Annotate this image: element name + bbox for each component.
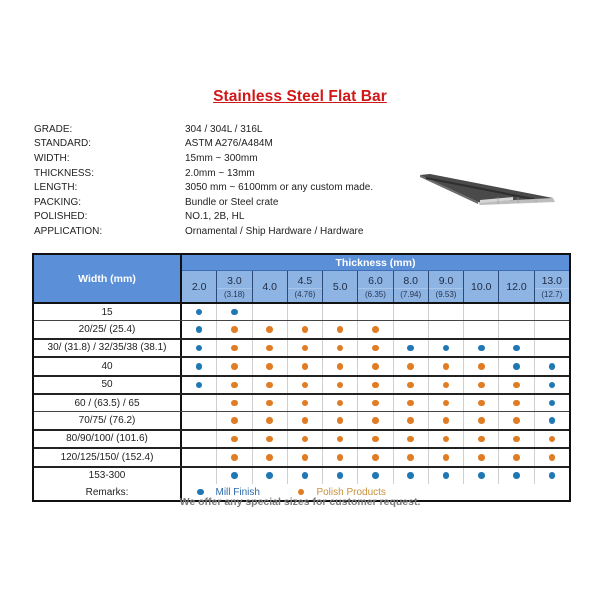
polish-dot-icon [478, 363, 485, 370]
table-cell [217, 321, 252, 337]
table-cell [358, 304, 393, 320]
polish-dot-icon [302, 454, 309, 461]
polish-dot-icon [372, 417, 379, 424]
table-cell [499, 358, 534, 374]
table-cell [499, 431, 534, 447]
thickness-header: Thickness (mm) [182, 255, 569, 271]
mill-finish-dot-icon [407, 472, 414, 479]
table-cell [182, 412, 217, 428]
spec-value: Bundle or Steel crate [185, 196, 279, 208]
table-cell [535, 431, 569, 447]
spec-value: 304 / 304L / 316L [185, 123, 263, 135]
polish-dot-icon [513, 436, 520, 443]
table-cell [499, 395, 534, 411]
table-cell [253, 395, 288, 411]
table-cell [535, 304, 569, 320]
thickness-columns [182, 271, 569, 302]
polish-dot-icon [231, 345, 238, 352]
mill-finish-dot-icon [549, 472, 556, 479]
thickness-inch-equivalent: (9.53) [435, 289, 457, 299]
thickness-inch-equivalent: (12.7) [541, 289, 563, 299]
table-row [34, 449, 569, 467]
polish-dot-icon [266, 382, 273, 389]
polish-dot-icon [443, 436, 450, 443]
polish-dot-icon [337, 326, 344, 333]
table-cell [253, 304, 288, 320]
width-value: 15 [34, 304, 182, 320]
polish-dot-icon [443, 417, 450, 424]
mill-finish-dot-icon [549, 382, 556, 389]
polish-dot-icon [407, 454, 414, 461]
polish-dot-icon [337, 436, 344, 443]
table-cell [182, 395, 217, 411]
polish-dot-icon [443, 363, 450, 370]
polish-dot-icon [302, 326, 309, 333]
table-cell [499, 449, 534, 465]
table-cell [217, 449, 252, 465]
thickness-inch-equivalent: (3.18) [223, 289, 245, 299]
spec-value: NO.1, 2B, HL [185, 211, 245, 223]
table-cell [464, 340, 499, 356]
spec-label: WIDTH: [34, 152, 70, 164]
spec-row [34, 122, 373, 137]
mill-finish-dot-icon [337, 472, 344, 479]
table-cell [217, 431, 252, 447]
polish-dot-icon [337, 345, 344, 352]
table-cell [323, 358, 358, 374]
table-cell [499, 304, 534, 320]
table-cell [323, 340, 358, 356]
table-cell [358, 449, 393, 465]
polish-dot-icon [478, 382, 485, 389]
thickness-value: 4.0 [262, 280, 277, 293]
mill-finish-dot-icon [196, 363, 203, 370]
table-cell [464, 321, 499, 337]
table-cell [499, 377, 534, 393]
table-cell [358, 340, 393, 356]
polish-dot-icon [513, 382, 520, 389]
spec-row [34, 224, 373, 239]
polish-dot-icon [266, 436, 273, 443]
table-cell [253, 468, 288, 484]
table-cell [464, 431, 499, 447]
table-row [34, 340, 569, 358]
table-cell [253, 321, 288, 337]
table-cell [323, 377, 358, 393]
table-cell [499, 468, 534, 484]
steel-flat-bar-image [418, 172, 558, 212]
table-cell [499, 412, 534, 428]
mill-finish-dot-icon [549, 417, 556, 424]
table-cell [288, 340, 323, 356]
width-value: 60 / (63.5) / 65 [34, 395, 182, 411]
table-cell [464, 358, 499, 374]
table-cell [217, 358, 252, 374]
table-cell [394, 340, 429, 356]
spec-value: 3050 mm ~ 6100mm or any custom made. [185, 182, 374, 194]
thickness-value: 12.0 [506, 280, 527, 293]
table-cell [535, 468, 569, 484]
table-cell [429, 358, 464, 374]
table-cell [217, 304, 252, 320]
polish-dot-icon [478, 436, 485, 443]
table-cell [323, 468, 358, 484]
legend-polish-products: Polish Products [316, 486, 386, 498]
polish-dot-icon [298, 489, 305, 496]
table-cell [182, 304, 217, 320]
polish-dot-icon [407, 436, 414, 443]
polish-dot-icon [337, 382, 344, 389]
table-cell [288, 304, 323, 320]
mill-finish-dot-icon [549, 363, 556, 370]
spec-row [34, 195, 373, 210]
polish-dot-icon [407, 363, 414, 370]
table-cell [429, 431, 464, 447]
width-value: 80/90/100/ (101.6) [34, 431, 182, 447]
polish-dot-icon [513, 417, 520, 424]
table-cell [182, 358, 217, 374]
table-cell [394, 358, 429, 374]
spec-label: POLISHED: [34, 211, 88, 223]
polish-dot-icon [478, 417, 485, 424]
table-header [34, 255, 569, 304]
table-cell [429, 395, 464, 411]
mill-finish-dot-icon [197, 489, 204, 496]
table-cell [394, 377, 429, 393]
table-cell [535, 449, 569, 465]
thickness-column-header [217, 271, 252, 302]
table-cell [358, 321, 393, 337]
table-cell [358, 468, 393, 484]
polish-dot-icon [302, 382, 309, 389]
mill-finish-dot-icon [196, 382, 203, 389]
polish-dot-icon [407, 417, 414, 424]
table-cell [394, 468, 429, 484]
polish-dot-icon [337, 363, 344, 370]
table-cell [358, 377, 393, 393]
width-value: 120/125/150/ (152.4) [34, 449, 182, 465]
polish-dot-icon [372, 326, 379, 333]
size-availability-table [32, 253, 571, 502]
table-row [34, 377, 569, 395]
table-cell [182, 340, 217, 356]
polish-dot-icon [443, 382, 450, 389]
table-cell [323, 304, 358, 320]
thickness-column-header [464, 271, 499, 302]
table-cell [288, 321, 323, 337]
table-cell [394, 449, 429, 465]
table-cell [358, 358, 393, 374]
mill-finish-dot-icon [478, 345, 485, 352]
mill-finish-dot-icon [513, 363, 520, 370]
table-row [34, 304, 569, 321]
table-cell [535, 412, 569, 428]
polish-dot-icon [302, 436, 309, 443]
table-cell [464, 449, 499, 465]
thickness-value: 6.0 [358, 275, 392, 289]
spec-row [34, 137, 373, 152]
table-cell [429, 449, 464, 465]
polish-dot-icon [513, 400, 520, 407]
table-cell [535, 321, 569, 337]
polish-dot-icon [337, 454, 344, 461]
spec-label: STANDARD: [34, 138, 92, 150]
polish-dot-icon [231, 454, 238, 461]
mill-finish-dot-icon [231, 309, 238, 316]
table-cell [182, 321, 217, 337]
polish-dot-icon [231, 326, 238, 333]
polish-dot-icon [231, 436, 238, 443]
spec-value: ASTM A276/A484M [185, 138, 273, 150]
polish-dot-icon [337, 400, 344, 407]
polish-dot-icon [372, 400, 379, 407]
polish-dot-icon [443, 454, 450, 461]
polish-dot-icon [231, 363, 238, 370]
polish-dot-icon [231, 382, 238, 389]
thickness-value: 2.0 [191, 280, 207, 293]
mill-finish-dot-icon [196, 345, 203, 352]
thickness-value: 13.0 [535, 275, 569, 289]
table-cell [182, 431, 217, 447]
table-cell [358, 431, 393, 447]
spec-list [34, 122, 373, 239]
width-value: 30/ (31.8) / 32/35/38 (38.1) [34, 340, 182, 356]
thickness-column-header [253, 271, 288, 302]
table-row [34, 468, 569, 484]
thickness-column-header [323, 271, 358, 302]
table-cell [253, 449, 288, 465]
mill-finish-dot-icon [302, 472, 309, 479]
table-cell [464, 304, 499, 320]
thickness-column-header [429, 271, 464, 302]
spec-row [34, 180, 373, 195]
table-cell [358, 395, 393, 411]
table-cell [253, 412, 288, 428]
table-cell [429, 377, 464, 393]
polish-dot-icon [266, 345, 273, 352]
table-cell [394, 431, 429, 447]
table-cell [323, 431, 358, 447]
polish-dot-icon [372, 363, 379, 370]
polish-dot-icon [302, 345, 309, 352]
spec-value: Ornamental / Ship Hardware / Hardware [185, 225, 364, 237]
polish-dot-icon [266, 326, 273, 333]
polish-dot-icon [231, 417, 238, 424]
spec-value: 2.0mm ~ 13mm [185, 167, 255, 179]
thickness-inch-equivalent: (6.35) [365, 289, 386, 299]
table-row [34, 321, 569, 339]
thickness-value: 4.5 [288, 275, 322, 289]
table-cell [288, 468, 323, 484]
width-value: 70/75/ (76.2) [34, 412, 182, 428]
mill-finish-dot-icon [231, 472, 238, 479]
mill-finish-dot-icon [266, 472, 273, 479]
table-cell [535, 340, 569, 356]
mill-finish-dot-icon [196, 309, 203, 316]
polish-dot-icon [372, 345, 379, 352]
table-cell [394, 412, 429, 428]
table-cell [323, 395, 358, 411]
mill-finish-dot-icon [513, 472, 520, 479]
table-cell [217, 412, 252, 428]
width-value: 40 [34, 358, 182, 374]
table-cell [288, 449, 323, 465]
spec-label: LENGTH: [34, 182, 78, 194]
table-cell [323, 412, 358, 428]
table-cell [182, 468, 217, 484]
polish-dot-icon [443, 400, 450, 407]
legend-mill-finish: Mill Finish [215, 486, 260, 498]
polish-dot-icon [372, 436, 379, 443]
table-cell [394, 304, 429, 320]
table-cell [358, 412, 393, 428]
width-value: 153-300 [34, 468, 182, 484]
polish-dot-icon [407, 382, 414, 389]
table-cell [429, 321, 464, 337]
thickness-column-header [535, 271, 569, 302]
table-cell [323, 449, 358, 465]
table-row [34, 395, 569, 412]
mill-finish-dot-icon [513, 345, 520, 352]
polish-dot-icon [549, 436, 556, 443]
table-cell [499, 321, 534, 337]
table-cell [288, 412, 323, 428]
polish-dot-icon [231, 400, 238, 407]
table-cell [217, 340, 252, 356]
thickness-inch-equivalent: (7.94) [400, 289, 422, 299]
table-cell [429, 412, 464, 428]
table-cell [429, 304, 464, 320]
mill-finish-dot-icon [407, 345, 414, 352]
table-cell [499, 340, 534, 356]
mill-finish-dot-icon [372, 472, 379, 479]
mill-finish-dot-icon [549, 400, 556, 407]
table-cell [217, 377, 252, 393]
polish-dot-icon [302, 417, 309, 424]
table-cell [323, 321, 358, 337]
thickness-inch-equivalent: (4.76) [294, 289, 316, 299]
polish-dot-icon [372, 454, 379, 461]
polish-dot-icon [478, 454, 485, 461]
table-cell [429, 340, 464, 356]
width-value: 20/25/ (25.4) [34, 321, 182, 337]
table-cell [288, 377, 323, 393]
table-cell [253, 431, 288, 447]
polish-dot-icon [478, 400, 485, 407]
spec-row [34, 151, 373, 166]
table-row [34, 412, 569, 430]
spec-label: THICKNESS: [34, 167, 95, 179]
table-cell [464, 468, 499, 484]
footer-note: We offer any special sizes for customer request. [179, 496, 421, 508]
table-row [34, 431, 569, 449]
spec-label: PACKING: [34, 196, 82, 208]
table-cell [464, 395, 499, 411]
thickness-value: 10.0 [471, 280, 492, 293]
table-cell [253, 377, 288, 393]
table-cell [464, 377, 499, 393]
table-cell [182, 449, 217, 465]
thickness-value: 8.0 [394, 275, 428, 289]
polish-dot-icon [302, 363, 309, 370]
remarks-label: Remarks: [34, 484, 182, 500]
thickness-column-header [358, 271, 393, 302]
table-cell [288, 431, 323, 447]
table-cell [217, 468, 252, 484]
page-title: Stainless Steel Flat Bar [213, 88, 387, 105]
width-value: 50 [34, 377, 182, 393]
table-cell [288, 358, 323, 374]
thickness-value: 3.0 [217, 275, 251, 289]
table-cell [288, 395, 323, 411]
width-column-header: Width (mm) [34, 255, 182, 302]
polish-dot-icon [302, 400, 309, 407]
polish-dot-icon [407, 400, 414, 407]
spec-row [34, 166, 373, 181]
table-cell [253, 340, 288, 356]
thickness-column-header [288, 271, 323, 302]
thickness-value: 9.0 [429, 275, 463, 289]
table-cell [394, 395, 429, 411]
spec-label: GRADE: [34, 123, 73, 135]
polish-dot-icon [266, 400, 273, 407]
table-cell [182, 377, 217, 393]
thickness-column-header [499, 271, 534, 302]
polish-dot-icon [266, 454, 273, 461]
polish-dot-icon [337, 417, 344, 424]
thickness-column-header [182, 271, 217, 302]
spec-row [34, 210, 373, 225]
table-cell [464, 412, 499, 428]
mill-finish-dot-icon [443, 472, 450, 479]
table-row [34, 358, 569, 376]
spec-label: APPLICATION: [34, 225, 103, 237]
polish-dot-icon [266, 363, 273, 370]
table-cell [429, 468, 464, 484]
polish-dot-icon [266, 417, 273, 424]
table-cell [253, 358, 288, 374]
table-cell [394, 321, 429, 337]
mill-finish-dot-icon [196, 326, 203, 333]
thickness-value: 5.0 [332, 280, 348, 293]
mill-finish-dot-icon [443, 345, 450, 352]
table-cell [217, 395, 252, 411]
table-cell [535, 395, 569, 411]
table-cell [535, 358, 569, 374]
table-cell [535, 377, 569, 393]
thickness-column-header [394, 271, 429, 302]
polish-dot-icon [549, 454, 556, 461]
polish-dot-icon [513, 454, 520, 461]
polish-dot-icon [372, 382, 379, 389]
mill-finish-dot-icon [478, 472, 485, 479]
spec-value: 15mm ~ 300mm [185, 152, 258, 164]
